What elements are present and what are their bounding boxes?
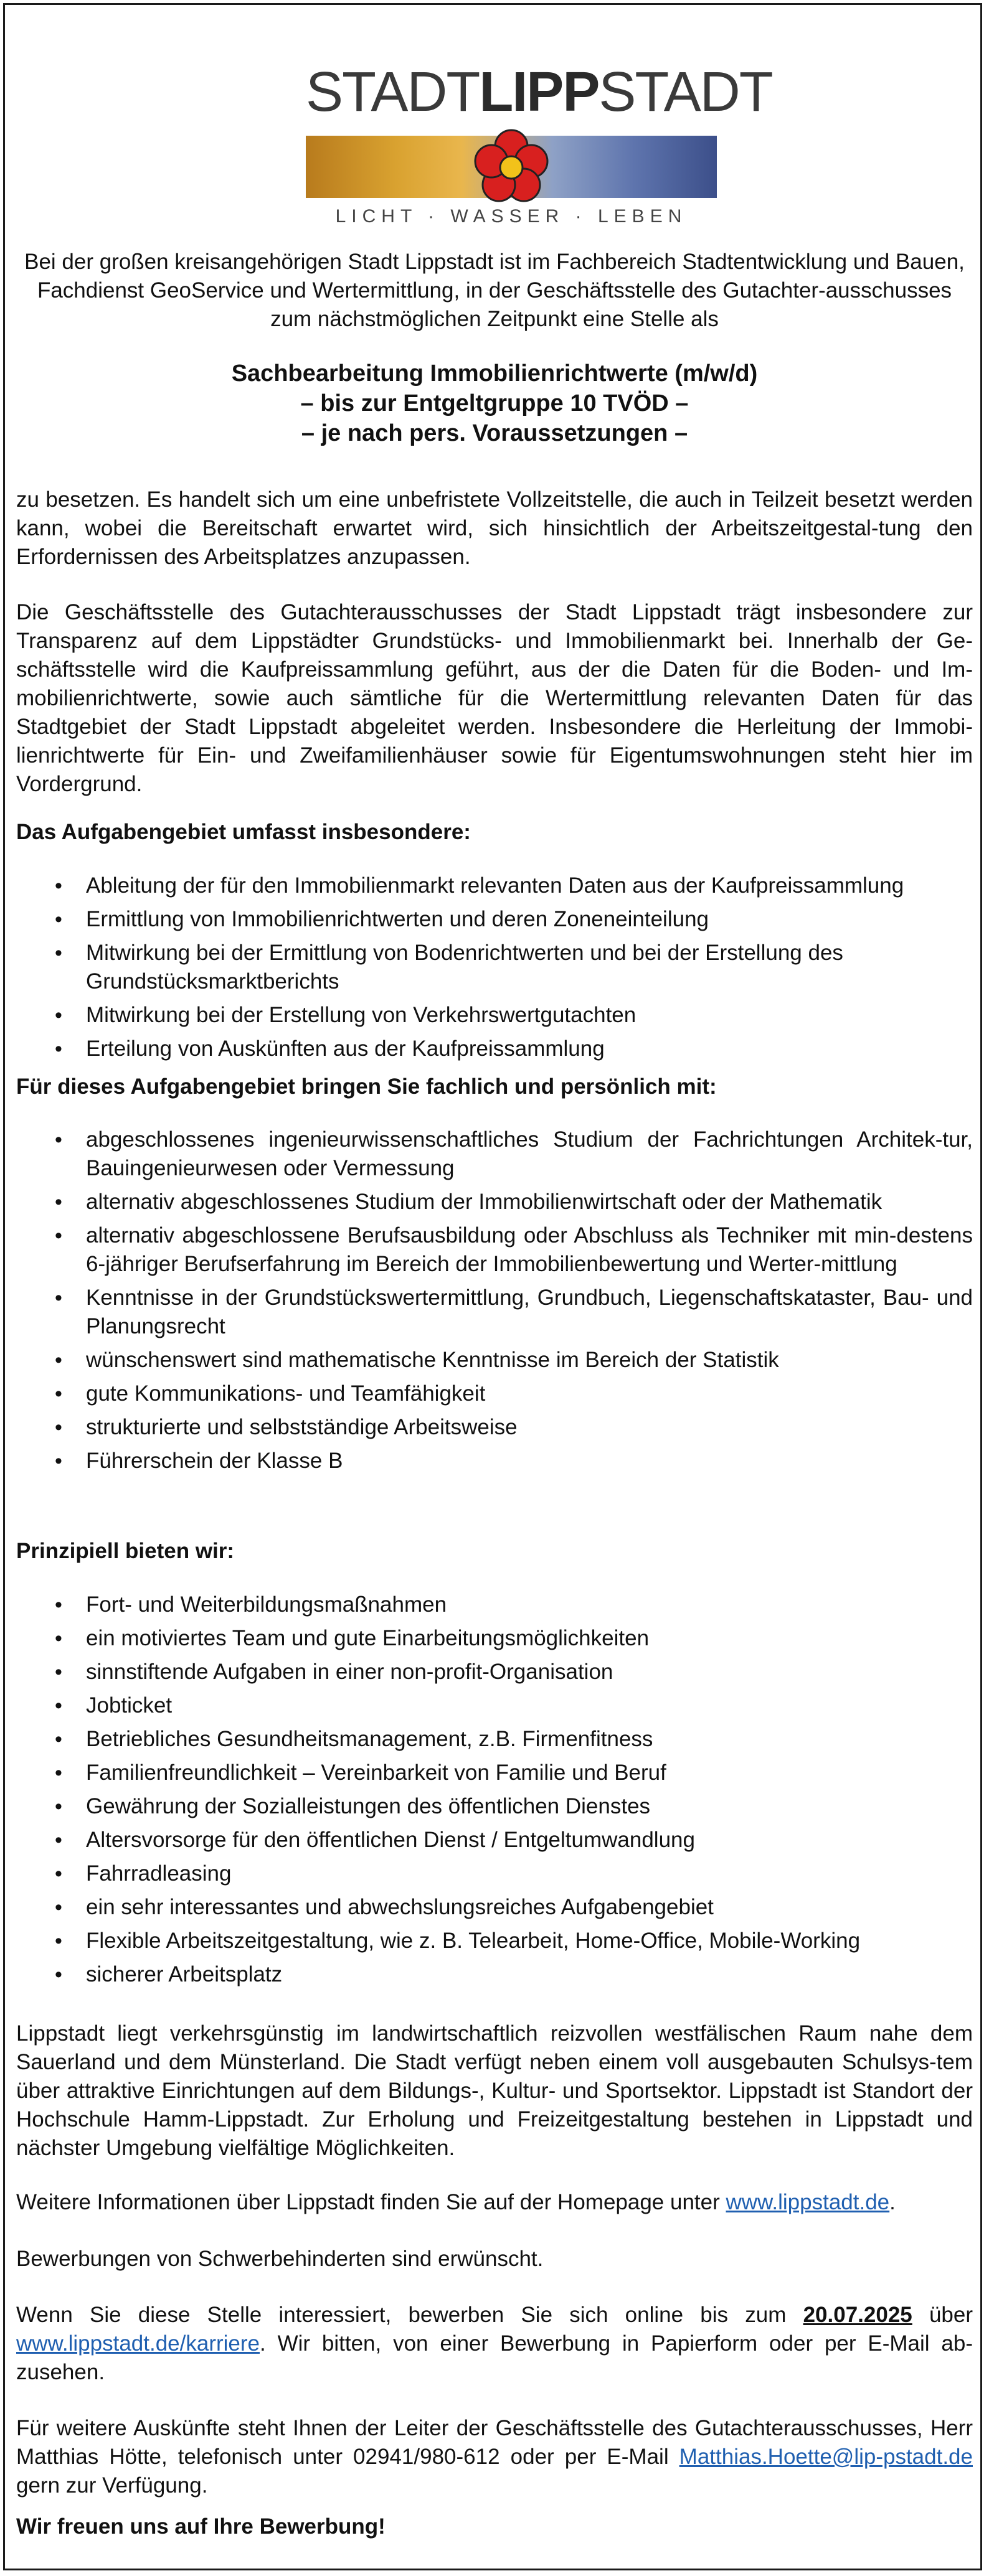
email-link[interactable]: Matthias.Hoette@lip-pstadt.de [679,2445,973,2469]
list-profil [16,1126,973,1480]
list-item: • sicherer Arbeitsplatz [16,1960,973,1989]
list-item: • ein motiviertes Team und gute Einarbeitungsmöglichkeiten [16,1624,973,1653]
heading-angebot: Prinzipiell bieten wir: [16,1539,235,1563]
list-item: • Ermittlung von Immobilienrichtwerten und deren Zoneneinteilung [16,905,973,934]
paragraph-besetzen: zu besetzen. Es handelt sich um eine unbefristete Vollzeitstelle, die auch in Teilzeit besetzt werden kann, wobei die Bereitschaft erwartet wird, sich hinsichtlich der Arbeitszeitgestal-tung den Erfordernissen des Arbeitsplatzes anzupassen. [16,487,973,569]
list-item: • Kenntnisse in der Grundstückswertermittlung, Grundbuch, Liegenschaftskataster, Bau- und Planungsrecht [16,1284,973,1341]
list-item: • ein sehr interessantes und abwechslungsreiches Aufgabengebiet [16,1893,973,1922]
intro-text: Bei der großen kreisangehörigen Stadt Lippstadt ist im Fachbereich Stadtentwicklung und Bauen, Fachdienst GeoService und Wertermittlung, in der Geschäftsstelle des Gutachter-ausschusses zum nächstmöglichen Zeitpunkt eine Stelle als [24,250,965,331]
list-item: • Ableitung der für den Immobilienmarkt relevanten Daten aus der Kaufpreissammlung [16,872,973,900]
list-item: • alternativ abgeschlossene Berufsausbildung oder Abschluss als Techniker mit min-destens 6-jähriger Berufserfahrung im Bereich der Immobilienbewertung und Werter-mittlung [16,1221,973,1279]
list-item: • alternativ abgeschlossenes Studium der Immobilienwirtschaft oder der Mathematik [16,1188,973,1216]
paragraph-info: Weitere Informationen über Lippstadt finden Sie auf der Homepage unter www.lippstadt.de. [16,2190,896,2214]
heading-aufgaben: Das Aufgabengebiet umfasst insbesondere: [16,820,471,844]
rose-icon [471,127,552,208]
list-item: • Flexible Arbeitszeitgestaltung, wie z. B. Telearbeit, Home-Office, Mobile-Working [16,1927,973,1955]
closing-line: Wir freuen uns auf Ihre Bewerbung! [16,2514,386,2539]
deadline-date: 20.07.2025 [803,2303,912,2327]
paragraph-schwerbehindert: Bewerbungen von Schwerbehinderten sind erwünscht. [16,2247,544,2271]
logo-wordmark: STADTLIPPSTADT [306,61,772,123]
job-title-line-3: – je nach pers. Voraussetzungen – [301,420,688,446]
list-item: • sinnstiftende Aufgaben in einer non-profit-Organisation [16,1658,973,1686]
stadt-lippstadt-logo [306,61,772,232]
logo-color-band [306,136,717,198]
list-item: • Erteilung von Auskünften aus der Kaufpreissammlung [16,1035,973,1063]
list-angebot [16,1591,973,1994]
list-item: • Mitwirkung bei der Erstellung von Verkehrswertgutachten [16,1001,973,1030]
list-item: • Jobticket [16,1691,973,1720]
homepage-link[interactable]: www.lippstadt.de [726,2190,890,2214]
list-item: • wünschenswert sind mathematische Kenntnisse im Bereich der Statistik [16,1346,973,1375]
list-item: • gute Kommunikations- und Teamfähigkeit [16,1380,973,1408]
list-item: • Fort- und Weiterbildungsmaßnahmen [16,1591,973,1619]
job-title [16,359,973,448]
job-title-line-2: – bis zur Entgeltgruppe 10 TVÖD – [300,390,689,416]
list-item: • Familienfreundlichkeit – Vereinbarkeit von Familie und Beruf [16,1759,973,1787]
page-frame [3,3,982,2570]
list-item: • abgeschlossenes ingenieurwissenschaftliches Studium der Fachrichtungen Architek-tur, Bauingenieurwesen oder Vermessung [16,1126,973,1183]
list-item: • Gewährung der Sozialleistungen des öffentlichen Dienstes [16,1792,973,1821]
list-item: • strukturierte und selbstständige Arbeitsweise [16,1413,973,1442]
paragraph-geschaeftsstelle: Die Geschäftsstelle des Gutachterausschusses der Stadt Lippstadt trägt insbesondere zur Transparenz auf dem Lippstädter Grundstücks- und Immobilienmarkt bei. Innerhalb der Ge-schäftsstelle wird die Kaufpreissammlung geführt, aus der die Daten für die Boden- und Im-mobilienrichtwerte, sowie auch sämtliche für die Wertermittlung relevanten Daten für das Stadtgebiet der Stadt Lippstadt abgeleitet werden. Insbesondere die Herleitung der Immobi-lienrichtwerte für Ein- und Zweifamilienhäuser sowie für Eigentumswohnungen steht hier im Vordergrund. [16,600,973,796]
paragraph-bewerbung: Wenn Sie diese Stelle interessiert, bewerben Sie sich online bis zum 20.07.2025 über www.lippstadt.de/karriere. Wir bitten, von einer Bewerbung in Papierform oder per E-Mail ab-zusehen. [16,2303,973,2384]
list-item: • Betriebliches Gesundheitsmanagement, z.B. Firmenfitness [16,1725,973,1754]
list-item: • Führerschein der Klasse B [16,1447,973,1475]
paragraph-stadt: Lippstadt liegt verkehrsgünstig im landwirtschaftlich reizvollen westfälischen Raum nahe dem Sauerland und dem Münsterland. Die Stadt verfügt neben einem voll ausgebauten Schulsys-tem über attraktive Einrichtungen auf dem Bildungs-, Kultur- und Sportsektor. Lippstadt ist Standort der Hochschule Hamm-Lippstadt. Zur Erholung und Freizeitgestaltung bestehen in Lippstadt und nächster Umgebung vielfältige Möglichkeiten. [16,2021,973,2160]
karriere-link[interactable]: www.lippstadt.de/karriere [16,2331,260,2356]
list-item: • Fahrradleasing [16,1859,973,1888]
list-aufgaben [16,872,973,1068]
logo-tagline: LICHT · WASSER · LEBEN [335,206,688,227]
heading-profil: Für dieses Aufgabengebiet bringen Sie fachlich und persönlich mit: [16,1074,717,1099]
paragraph-kontakt: Für weitere Auskünfte steht Ihnen der Leiter der Geschäftsstelle des Gutachterausschusses, Herr Matthias Hötte, telefonisch unter 02941/980-612 oder per E-Mail Matthias.Hoette@lip-pstadt.de gern zur Verfügung. [16,2416,973,2498]
list-item: • Mitwirkung bei der Ermittlung von Bodenrichtwerten und bei der Erstellung des Grundstücksmarktberichts [16,939,973,996]
list-item: • Altersvorsorge für den öffentlichen Dienst / Entgeltumwandlung [16,1826,973,1854]
job-title-line-1: Sachbearbeitung Immobilienrichtwerte (m/w/d) [231,360,758,387]
